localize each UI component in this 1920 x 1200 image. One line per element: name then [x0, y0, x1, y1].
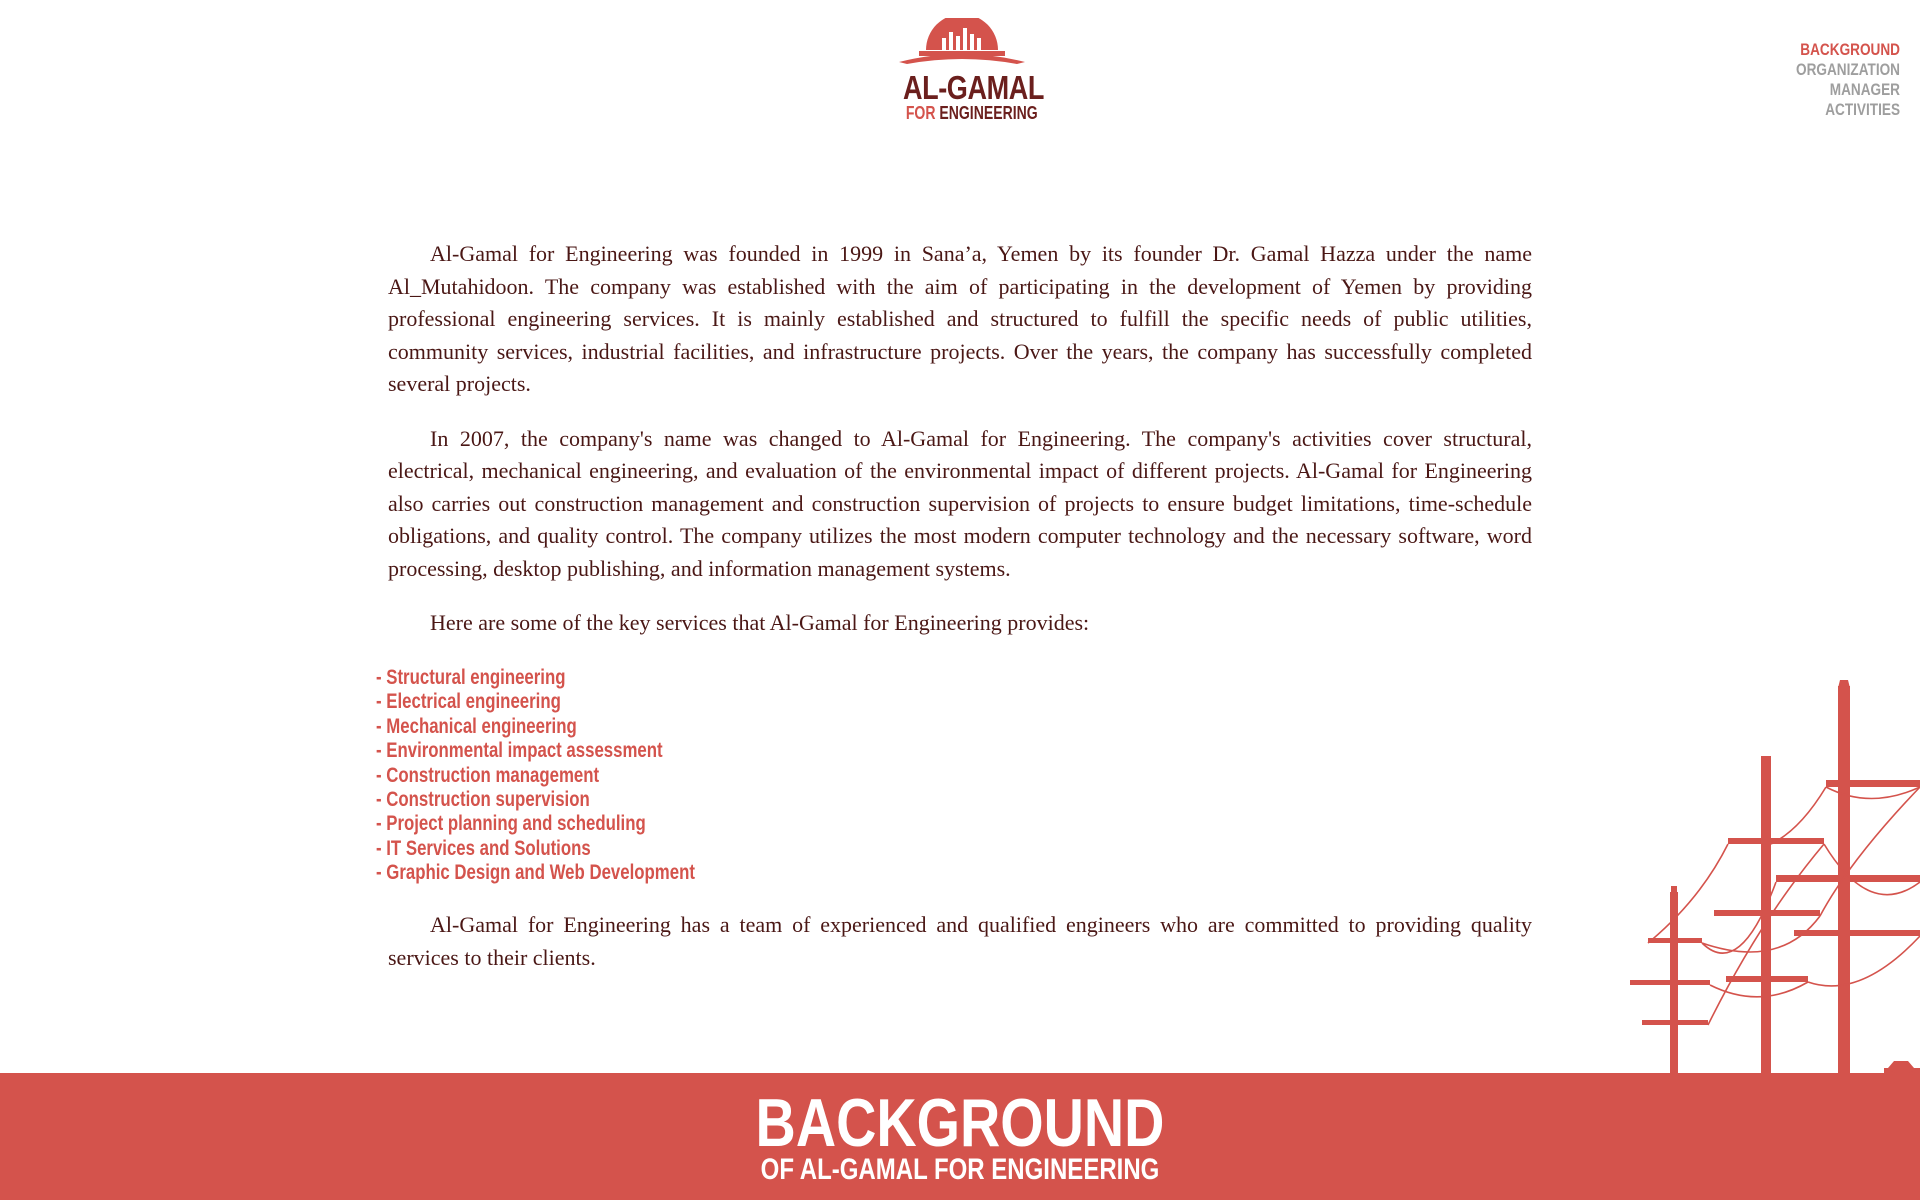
- closing-text: [388, 909, 1532, 974]
- power-line-pylons-icon: [1630, 680, 1920, 1075]
- service-item: - Structural engineering: [376, 666, 566, 689]
- nav-item-background[interactable]: BACKGROUND: [1800, 40, 1900, 59]
- banner-subtitle: OF AL-GAMAL FOR ENGINEERING: [760, 1153, 1160, 1186]
- paragraph-services-intro: Here are some of the key services that Al-Gamal for Engineering provides:: [430, 610, 1090, 635]
- banner-title: BACKGROUND: [755, 1085, 1165, 1161]
- service-item: - Environmental impact assessment: [376, 739, 663, 763]
- service-item: - IT Services and Solutions: [376, 836, 591, 860]
- service-item: - Project planning and scheduling: [376, 812, 646, 836]
- paragraph-closing: Al-Gamal for Engineering has a team of experienced and qualified engineers who are committed to providing quality services to their clients.: [388, 912, 1532, 970]
- building-skyline-icon: [897, 18, 1027, 70]
- logo-wordmark: AL-GAMAL: [902, 69, 1044, 106]
- background-text: [388, 238, 1532, 662]
- section-nav: [1770, 40, 1900, 120]
- service-item: - Mechanical engineering: [376, 714, 577, 738]
- nav-item-manager[interactable]: MANAGER: [1829, 80, 1900, 99]
- service-item: - Construction management: [376, 763, 600, 787]
- company-logo[interactable]: [890, 18, 1044, 142]
- nav-item-organization[interactable]: ORGANIZATION: [1795, 60, 1900, 79]
- logo-tagline-prefix: FOR: [905, 103, 936, 123]
- logo-tagline-rest: ENGINEERING: [935, 103, 1038, 123]
- paragraph-history: In 2007, the company's name was changed to Al-Gamal for Engineering. The company's activities cover structural, electrical, mechanical engineering, and evaluation of the environmental impact of different projects. Al-Gamal for Engineering also carries out construction management and construction supervision of projects to ensure budget limitations, time-schedule obligations, and quality control. The company utilizes the most modern computer technology and the necessary software, word processing, desktop publishing, and information management systems.: [388, 425, 1532, 581]
- nav-item-activities[interactable]: ACTIVITIES: [1825, 100, 1900, 119]
- paragraph-founding: Al-Gamal for Engineering was founded in 1999 in Sana’a, Yemen by its founder Dr. Gamal Hazza under the name Al_Mutahidoon. The company was established with the aim of participating in the development of Yemen by providing professional engineering services. It is mainly established and structured to fulfill the specific needs of public utilities, community services, industrial facilities, and infrastructure projects. Over the years, the company has successfully completed several projects.: [388, 241, 1532, 396]
- service-item: - Graphic Design and Web Development: [376, 861, 695, 885]
- logo-tagline: [905, 103, 1038, 123]
- service-item: - Electrical engineering: [376, 690, 561, 714]
- page-banner: [0, 1073, 1920, 1200]
- service-item: - Construction supervision: [376, 788, 590, 812]
- services-list: [376, 666, 775, 886]
